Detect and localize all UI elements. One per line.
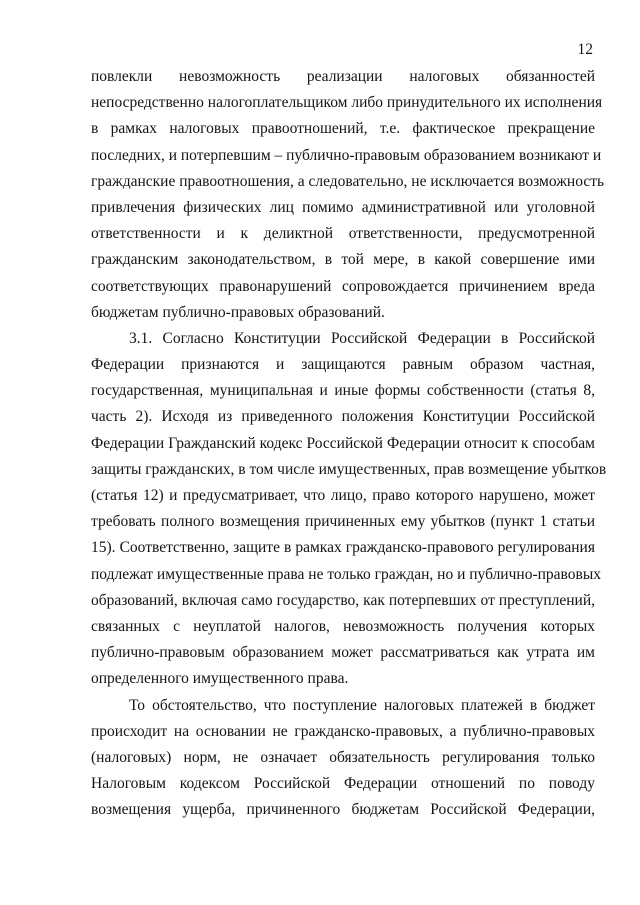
text-line: происходит на основании не гражданско-правовых, а публично-правовых: [91, 722, 595, 740]
text-line: образований, включая само государство, как потерпевших от преступлений,: [91, 591, 595, 609]
text-line: Налоговым кодексом Российской Федерации отношений по поводу: [91, 775, 595, 793]
text-line: возмещения ущерба, причиненного бюджетам Российской Федерации,: [91, 801, 595, 819]
text-line: гражданские правоотношения, а следовательно, не исключается возможность: [91, 172, 605, 190]
text-line: бюджетам публично-правовых образований.: [91, 303, 385, 321]
text-line: публично-правовым образованием может рассматриваться как утрата им: [91, 644, 595, 662]
text-line: соответствующих правонарушений сопровождается причинением вреда: [91, 277, 595, 295]
page-number: 12: [577, 41, 593, 58]
text-line: часть 2). Исходя из приведенного положения Конституции Российской: [91, 408, 595, 426]
text-line: требовать полного возмещения причиненных ему убытков (пункт 1 статьи: [91, 513, 595, 531]
text-line: То обстоятельство, что поступление налоговых платежей в бюджет: [129, 696, 595, 714]
text-line: определенного имущественного права.: [91, 670, 349, 688]
text-line: привлечения физических лиц помимо административной или уголовной: [91, 198, 595, 216]
text-line: 15). Соответственно, защите в рамках гражданско-правового регулирования: [91, 539, 595, 557]
text-line: Федерации Гражданский кодекс Российской Федерации относит к способам: [91, 434, 595, 452]
document-body: [91, 64, 607, 823]
text-line: (статья 12) и предусматривает, что лицо, право которого нарушено, может: [91, 487, 595, 504]
text-line: (налоговых) норм, не означает обязательность регулирования только: [91, 748, 595, 766]
text-line: гражданским законодательством, в той мере, в какой совершение ими: [91, 251, 595, 269]
text-line: непосредственно налогоплательщиком либо принудительного их исполнения: [91, 94, 603, 112]
text-line: защиты гражданских, в том числе имущественных, прав возмещение убытков: [91, 460, 607, 478]
text-line: подлежат имущественные права не только граждан, но и публично-правовых: [91, 565, 601, 583]
text-line: 3.1. Согласно Конституции Российской Федерации в Российской: [129, 329, 595, 347]
text-line: ответственности и к деликтной ответственности, предусмотренной: [91, 225, 595, 243]
text-line: Федерации признаются и защищаются равным образом частная,: [91, 356, 595, 374]
text-line: в рамках налоговых правоотношений, т.е. фактическое прекращение: [91, 120, 595, 138]
text-line: последних, и потерпевшим – публично-правовым образованием возникают и: [91, 146, 602, 164]
text-line: повлекли невозможность реализации налоговых обязанностей: [91, 68, 595, 85]
text-line: государственная, муниципальная и иные формы собственности (статья 8,: [91, 382, 595, 400]
text-line: связанных с неуплатой налогов, невозможность получения которых: [91, 617, 595, 635]
